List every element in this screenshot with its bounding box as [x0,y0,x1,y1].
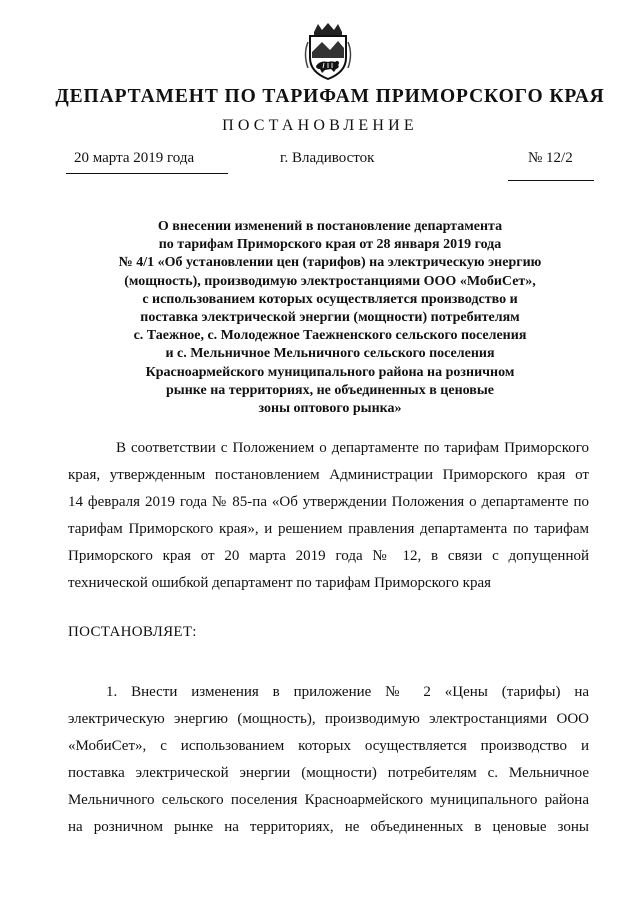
title-line: и с. Мельничное Мельничного сельского поселения [165,346,495,362]
document-type: ПОСТАНОВЛЕНИЕ [222,117,418,134]
department-name: ДЕПАРТАМЕНТ ПО ТАРИФАМ ПРИМОРСКОГО КРАЯ [55,86,605,107]
coat-of-arms-icon [300,22,356,82]
paragraph-line: поставка электрической энергии (мощности) потребителям с. Мельничное [68,765,589,781]
paragraph-line: тарифам Приморского края», и решением правления департамента по тарифам [68,521,589,537]
document-date: 20 марта 2019 года [74,150,195,166]
paragraph-line: края, утвержденным постановлением Администрации Приморского края от [68,467,589,483]
title-line: № 4/1 «Об установлении цен (тарифов) на электрическую энергию [118,255,542,271]
title-line: О внесении изменений в постановление департамента [157,219,503,234]
paragraph-line: В соответствии с Положением о департаменте по тарифам Приморского [116,440,589,456]
document-number: № 12/2 [528,150,573,166]
paragraph-line: на розничном рынке на территориях, не объединенных в ценовые зоны [68,819,589,835]
title-line: рынке на территориях, не объединенных в ценовые [165,382,494,398]
document-city: г. Владивосток [280,150,375,166]
document-title [80,218,580,418]
title-line: Красноармейского муниципального района на розничном [145,364,515,380]
title-line: (мощность), производимую электростанциями ООО «МобиСет», [124,273,536,289]
paragraph-line: Мельничного сельского поселения Красноармейского муниципального района [68,792,589,808]
title-line: по тарифам Приморского края от 28 января 2019 года [158,237,502,253]
number-underline [508,180,594,181]
paragraph-line: «МобиСет», с использованием которых осуществляется производство и [68,738,589,754]
paragraph-line: технической ошибкой департамент по тарифам Приморского края [68,575,492,591]
title-line: с. Таежное, с. Молодежное Таежненского сельского поселения [133,328,527,344]
resolves-heading: ПОСТАНОВЛЯЕТ: [68,624,197,640]
title-line: поставка электрической энергии (мощности) потребителям [140,310,520,326]
title-line: с использованием которых осуществляется производство и [142,291,518,307]
item-1-paragraph [68,679,589,841]
paragraph-line: Приморского края от 20 марта 2019 года № 12, в связи с допущенной [68,548,589,564]
paragraph-line: 14 февраля 2019 года № 85-па «Об утверждении Положения о департаменте по [68,494,589,510]
title-line: зоны оптового рынка» [258,401,402,417]
preamble-paragraph [68,435,589,597]
date-underline [66,173,228,174]
paragraph-line: электрическую энергию (мощность), производимую электростанциями ООО [68,711,589,727]
paragraph-line: 1. Внести изменения в приложение № 2 «Цены (тарифы) на [106,684,589,700]
